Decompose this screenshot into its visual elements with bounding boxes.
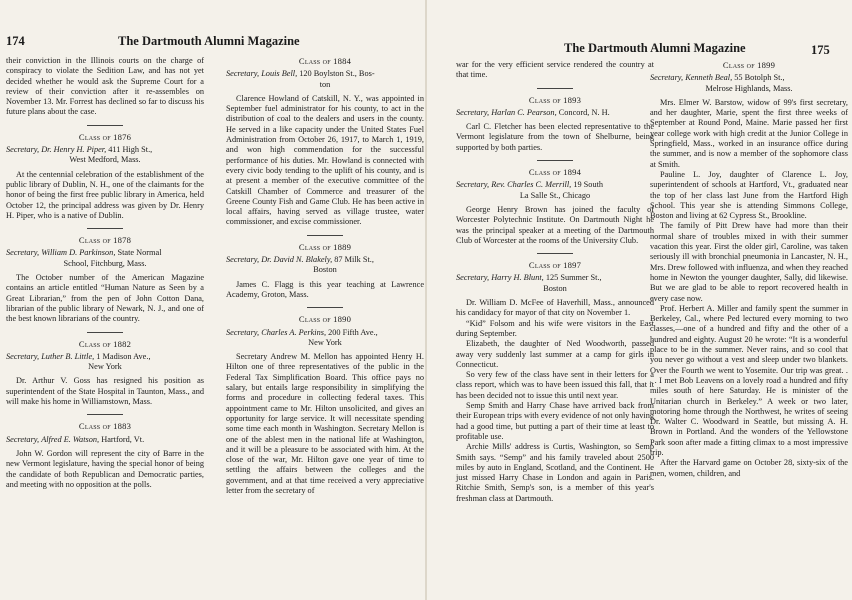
secretary-name: Luther B. Little, [41, 351, 95, 361]
secretary-name: William D. Parkinson, [41, 248, 116, 258]
secretary-label: Secretary, [6, 248, 40, 258]
secretary-line [6, 248, 204, 269]
secretary-address: Concord, N. H. [558, 107, 610, 117]
secretary-label: Secretary, [6, 145, 40, 155]
secretary-line [456, 108, 654, 118]
section-rule [87, 414, 123, 415]
secretary-address-line2: La Salle St., Chicago [519, 190, 591, 200]
paragraph: So very few of the class have sent in their letters for a class report, which was to have been issued this fall, that it has been decided not to issue this until next year. [456, 370, 654, 400]
paragraph: Semp Smith and Harry Chase have arrived back from their European trips with every evidence of not only having had a good time, but putting a part of their time at least to profitable use. [456, 401, 654, 441]
secretary-name: Dr. David N. Blakely, [261, 255, 333, 265]
class-heading: Class of 1893 [528, 94, 582, 105]
secretary-name: Rev. Charles C. Merrill, [491, 180, 572, 190]
secretary-address-line2: ton [319, 79, 331, 89]
secretary-address-line2: New York [88, 362, 122, 372]
secretary-name: Alfred E. Watson, [41, 434, 100, 444]
right-column-1 [456, 60, 654, 504]
secretary-label: Secretary, [456, 273, 490, 283]
secretary-name: Kenneth Beal, [685, 73, 733, 83]
right-column-2 [650, 60, 848, 479]
secretary-name: Harlan C. Pearson, [491, 107, 557, 117]
paragraph: war for the very efficient service rendered the country at that time. [456, 60, 654, 80]
secretary-address: 1 Madison Ave., [96, 351, 151, 361]
secretary-line [226, 69, 424, 90]
section-rule [537, 160, 573, 161]
secretary-address-line2: Boston [313, 265, 337, 275]
secretary-line [6, 145, 204, 166]
paragraph: Mrs. Elmer W. Barstow, widow of 99's first secretary, and her daughter, Marie, spent the first three weeks of September at Round Pond, Maine. Marie passed her first year college work with high credit at the Junior College in Springfield, Mass., worked in an insurance office during the summer, and is now a member of the sophomore class at Smith. [650, 97, 848, 169]
section-rule [87, 228, 123, 229]
section-rule [307, 235, 343, 236]
secretary-line [226, 328, 424, 349]
secretary-address: 125 Summer St., [545, 273, 602, 283]
paragraph: Dr. Arthur V. Goss has resigned his position as superintendent of the State Hospital in Taunton, Mass., and will make his home in Williamstown, Mass. [6, 376, 204, 407]
secretary-line [650, 73, 848, 94]
class-heading: Class of 1899 [722, 60, 776, 70]
paragraph: After the Harvard game on October 28, sixty-six of the men, women, children, and [650, 458, 848, 478]
paragraph: James C. Flagg is this year teaching at Lawrence Academy, Groton, Mass. [226, 279, 424, 299]
class-heading: Class of 1890 [298, 314, 352, 325]
section-rule [537, 88, 573, 89]
paragraph: Secretary Andrew M. Mellon has appointed Henry H. Hilton one of three representatives of the public in the Federal Tax Simplification Board. This office pays no salary, but entails large responsibility in simplifying the forms and procedure in collecting federal taxes. This appointment came to Mr. Hilton unsolicited, and gives an opportunity for large service. It will necessitate spending some time each month in Washington. Secretary Mellon is one of the ablest men in the national life at Washington, and it will be a pleasure to be associated with him. At the close of the war, Mr. Hilton gave one year of time to settling the affairs between the colleges and the government, and at that time received a very appreciative letter from the secretary of [226, 352, 424, 495]
class-heading: Class of 1876 [78, 131, 132, 142]
secretary-address-line2: Boston [543, 283, 567, 293]
running-title: The Dartmouth Alumni Magazine [118, 34, 300, 48]
secretary-address-line2: Melrose Highlands, Mass. [705, 83, 793, 93]
class-heading: Class of 1897 [528, 260, 582, 271]
secretary-line [456, 273, 654, 294]
secretary-line [6, 352, 204, 373]
secretary-label: Secretary, [226, 69, 260, 79]
secretary-address: 19 South [573, 180, 604, 190]
secretary-label: Secretary, [6, 351, 40, 361]
paragraph: “Kid” Folsom and his wife were visitors in the East during September. [456, 318, 654, 338]
paragraph: John W. Gordon will represent the city of Barre in the new Vermont legislature, having the special honor of being the candidate of both Republican and Democratic parties, and meeting with no opposition at the polls. [6, 448, 204, 489]
secretary-line [226, 255, 424, 276]
secretary-address-line2: West Medford, Mass. [69, 155, 141, 165]
secretary-line [456, 180, 654, 201]
secretary-label: Secretary, [226, 255, 260, 265]
class-heading: Class of 1878 [78, 235, 132, 246]
page-number: 175 [811, 43, 830, 57]
paragraph: Carl C. Fletcher has been elected representative to the Vermont legislature from the town of Shelburne, being supported by both parties. [456, 122, 654, 152]
running-title: The Dartmouth Alumni Magazine [564, 41, 746, 55]
paragraph: The October number of the American Magazine contains an article entitled “Human Nature as Seen by a Great Librarian,” from the pen of John Cotton Dana, librarian of the public library of Newark, N. J., and one of the best known librarians of the country. [6, 273, 204, 324]
secretary-address: State Normal [117, 248, 162, 258]
secretary-address-line2: New York [308, 337, 342, 347]
class-heading: Class of 1894 [528, 167, 582, 178]
secretary-address-line2: School, Fitchburg, Mass. [63, 258, 147, 268]
class-heading: Class of 1889 [298, 241, 352, 252]
paragraph: Dr. William D. McFee of Haverhill, Mass., announced his candidacy for mayor of that city on November 1. [456, 298, 654, 318]
section-rule [537, 253, 573, 254]
class-heading: Class of 1883 [78, 421, 132, 432]
left-column-2 [226, 56, 424, 496]
paragraph: Pauline L. Joy, daughter of Clarence L. Joy, superintendent of schools at Hartford, Vt., graduated near the top of her class last June from the Hartford High School. This year she is attending Simmons College, Boston and living at 62 Cypress St., Brookline. [650, 169, 848, 221]
class-heading: Class of 1884 [298, 56, 352, 66]
section-rule [307, 307, 343, 308]
secretary-name: Dr. Henry H. Piper, [41, 145, 107, 155]
secretary-name: Louis Bell, [261, 69, 298, 79]
secretary-address: 55 Botolph St., [734, 73, 785, 83]
left-column-1 [6, 56, 204, 490]
paragraph: At the centennial celebration of the establishment of the public library of Dublin, N. H., one of the claimants for the honor of being the first free public library in America, held October 12, the principal address was given by Dr. Henry H. Piper, who is a native of Dublin. [6, 169, 204, 220]
paragraph: George Henry Brown has joined the faculty of Worcester Polytechnic Institute. On Dartmouth Night he was the principal speaker at a meeting of the Dartmouth Club of Worcester at the rooms of the University Club. [456, 204, 654, 245]
secretary-name: Harry H. Blunt, [491, 273, 544, 283]
page-number: 174 [6, 34, 25, 48]
secretary-label: Secretary, [226, 327, 260, 337]
secretary-label: Secretary, [6, 434, 40, 444]
secretary-address: 200 Fifth Ave., [328, 327, 378, 337]
secretary-label: Secretary, [650, 73, 684, 83]
secretary-address: 120 Boylston St., Bos- [299, 69, 375, 79]
paragraph: Clarence Howland of Catskill, N. Y., was appointed in September fuel administrator for his county, to act in the distribution of coal to the dealers and users in the county. He served in a like capacity under the United States Fuel Administration from October 26, 1917, to March 1, 1919, and won high commendation for the successful performance of his duties. Mr. Howland is connected with every civic body tending to the uplift of his county, and is at present a member of the executive committee of the Catskill Chamber of Commerce and treasurer of the Greene County Fish and Game Club. He has been active in local affairs, having served as village trustee, water commissioner, and excise commissioner. [226, 93, 424, 227]
paragraph: their conviction in the Illinois courts on the charge of conspiracy to violate the Sedition Law, and has not yet decided whether he would ask the Supreme Court for a review of their conviction after it re-assembles on November 13. Mr. Forrest has declined so far to discuss his future plans about the case. [6, 56, 204, 117]
paragraph: Elizabeth, the daughter of Ned Woodworth, passed away very suddenly last summer at a camp for girls in Connecticut. [456, 339, 654, 369]
right-page [426, 0, 852, 600]
section-rule [87, 125, 123, 126]
paragraph: Archie Mills' address is Curtis, Washington, so Semp Smith says. “Semp” and his family traveled about 2500 miles by auto in England, Scotland, and the Continent. He just missed Harry Chase in London and again in Paris. Ritchie Smith, Semp's son, is a member of this year's freshman class at Dartmouth. [456, 442, 654, 503]
secretary-name: Charles A. Perkins, [261, 327, 327, 337]
secretary-line [6, 435, 204, 445]
secretary-label: Secretary, [456, 107, 490, 117]
section-rule [87, 332, 123, 333]
secretary-address: 411 High St., [108, 145, 153, 155]
secretary-label: Secretary, [456, 180, 490, 190]
paragraph: Prof. Herbert A. Miller and family spent the summer in Berkeley, Cal., where Ped lectured every morning to two classes,—one of a hundred and fifty and the other of a hundred and eighty. August 20 he wrote: “It is a wonderful place to be in the summer. Never rains, and so cool that you never go without a vest and sleep under two blankets. Over the Fourth we went to Yosemite. Our trip was great. . . . I met Bob Leavens on a lovely road a hundred and fifty miles south of here Saturday. He is minister of the Unitarian church in Berkeley.” A week or two later, motoring home through the Northwest, he writes of seeing Dr. Walter C. Woodward in Seattle, but missing A. H. Brown in Portland. And the wonders of the Yellowstone Park soon after made a fitting climax to a most impressive trip. [650, 303, 848, 457]
paragraph: The family of Pitt Drew have had more than their normal share of troubles mixed in with their summer vacation this year. First the older girl, Caroline, was taken seriously ill with bronchial pneumonia in Lancaster, N. H., Mrs. Drew followed with influenza, and when they reached home in Newton the younger daughter, Sally, did likewise. But we are glad to be able to report recovered health in every case now. [650, 221, 848, 303]
secretary-address: Hartford, Vt. [101, 434, 145, 444]
secretary-address: 87 Milk St., [334, 255, 374, 265]
class-heading: Class of 1882 [78, 338, 132, 349]
